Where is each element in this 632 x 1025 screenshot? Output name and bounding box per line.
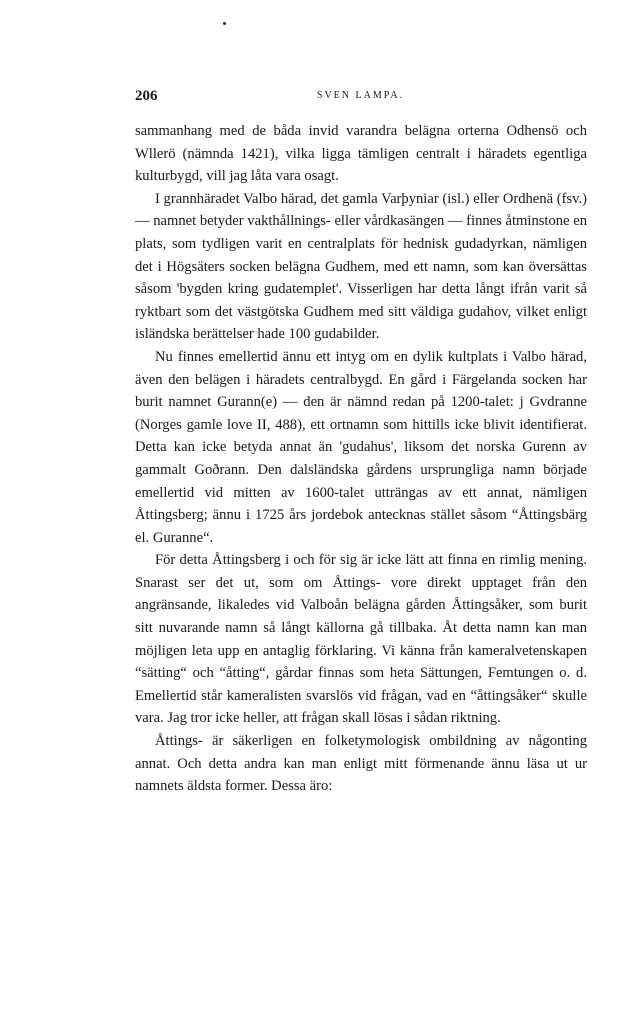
paragraph-3: Nu finnes emellertid ännu ett intyg om en dylik kultplats i Valbo härad, även den belägen i häradets centralbygd. En gård i Färgelanda socken har burit namnet Gurann(e) — den är nämnd redan på 1200-talet: j Gvdranne (Norges gamle love II, 488), ett ortnamn som hittills icke blivit identifierat. Detta kan icke betyda annat än 'gudahus', liksom det norska Gurenn av gammalt Goðrann. Den dalsländska gårdens ursprungliga namn började emellertid vid mitten av 1600-talet utträngas av ett annat, nämligen Åttingsberg; ännu i 1725 års jordebok antecknas stället såsom “Åttingsbärg el. Guranne“. (135, 348, 587, 546)
page-number: 206 (135, 88, 158, 104)
paragraph-5: Åttings- är säkerligen en folketymologisk ombildning av någonting annat. Och detta andra kan man enligt mitt förmenande ännu läsa ut ur namnets äldsta former. Dessa äro: (135, 733, 587, 795)
paragraph-4: För detta Åttingsberg i och för sig är icke lätt att finna en rimlig mening. Snarast ser det ut, som om Åttings- vore direkt upptaget från den angränsande, likaledes vid Valboån belägna gården Åttingsåker, som burit sitt nuvarande namn så långt källorna gå tillbaka. Åt detta namn kan man möjligen leta upp en antaglig förklaring. Vi känna från kameralvetenskapen “sätting“ och “åtting“, gårdar finnas som heta Sättungen, Femtungen o. d. Emellertid står kameralisten svarslös vid frågan, vad en “åttingsåker“ skulle vara. Jag tror icke heller, att frågan skall lösas i sådan riktning. (135, 552, 587, 727)
running-head: SVEN LAMPA. (316, 90, 405, 101)
body-text (135, 120, 587, 798)
page-header (135, 88, 586, 108)
ink-dot (223, 22, 226, 25)
paragraph-2: I grannhäradet Valbo härad, det gamla Varþyniar (isl.) eller Ordhenä (fsv.) — namnet betyder vakthållnings- eller vårdkasängen — finnes åtminstone en plats, som tydligen varit en centralplats för hednisk gudadyrkan, nämligen det i Högsäters socken belägna Gudhem, med ett namn, som kan översättas såsom 'bygden kring gudatemplet'. Visserligen har detta långt ifrån varit så ryktbart som det västgötska Gudhem med sitt väldiga gudahov, vilket enligt isländska berättelser hade 100 gudabilder. (135, 190, 587, 343)
paragraph-1: sammanhang med de båda invid varandra belägna orterna Odhensö och Wllerö (nämnda 1421), vilka ligga tämligen centralt i häradets egentliga kulturbygd, vill jag låta vara osagt. (135, 123, 587, 185)
